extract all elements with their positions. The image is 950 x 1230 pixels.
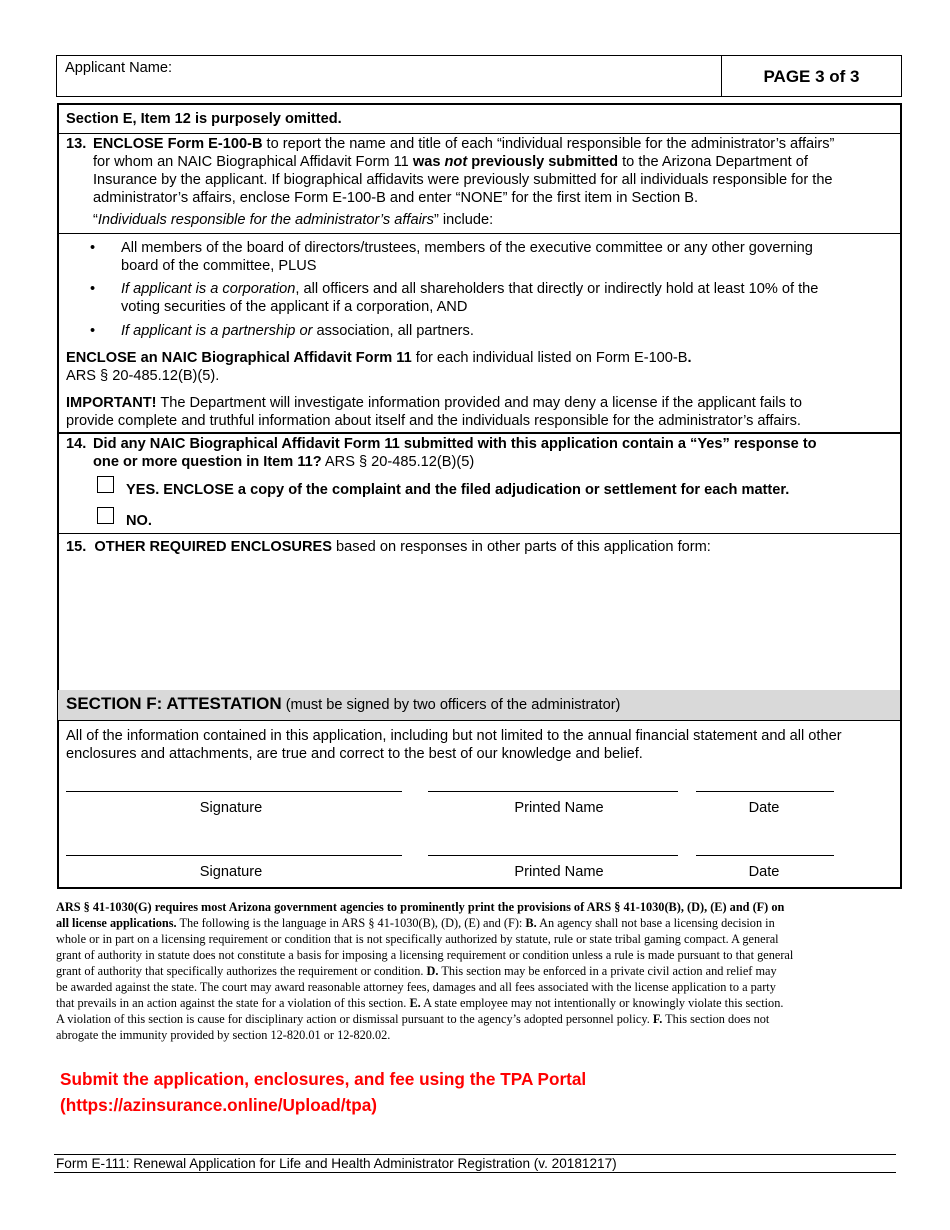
printed-name-line-2[interactable] [428, 855, 678, 856]
section-f-title: SECTION F: ATTESTATION (must be signed by two officers of the administrator) [66, 694, 621, 713]
signature-label-2: Signature [199, 864, 263, 880]
item-13-line3: Insurance by the applicant. If biographical affidavits were previously submitted for all individuals responsible for the [93, 172, 833, 188]
bullet-1-line1: All members of the board of directors/trustees, members of the executive committee or any other governing [121, 240, 813, 256]
printed-name-line-1[interactable] [428, 791, 678, 792]
divider [58, 133, 900, 134]
applicant-name-label: Applicant Name: [65, 60, 173, 76]
item-13-include: “Individuals responsible for the administrator’s affairs” include: [93, 212, 494, 228]
bullet-dot: • [90, 323, 96, 339]
item-14-line2: one or more question in Item 11? ARS § 20-485.12(B)(5) [93, 454, 475, 470]
yes-label: YES. ENCLOSE a copy of the complaint and the filed adjudication or settlement for each matter. [126, 482, 790, 498]
statute-line9: abrogate the immunity provided by section 12-820.01 or 12-820.02. [56, 1028, 391, 1042]
item-13-line2: for whom an NAIC Biographical Affidavit Form 11 was not previously submitted to the Arizona Department of [93, 154, 808, 170]
date-line-2[interactable] [696, 855, 834, 856]
signature-label-1: Signature [199, 800, 263, 816]
attestation-line1: All of the information contained in this application, including but not limited to the annual financial statement and all other [66, 728, 842, 744]
bullet-2-line1: If applicant is a corporation, all officers and all shareholders that directly or indirectly hold at least 10% of the [121, 281, 819, 297]
statute-line4: grant of authority in statute does not constitute a basis for imposing a licensing requirement or condition unless a rule is made pursuant to that general [56, 948, 794, 962]
divider [58, 432, 900, 434]
enclose-ars-ref: ARS § 20-485.12(B)(5). [66, 368, 220, 384]
printed-name-label-1: Printed Name [514, 800, 604, 816]
item-13-line1: ENCLOSE Form E-100-B to report the name and title of each “individual responsible for the administrator’s affairs” [93, 136, 835, 152]
bullet-3-line1: If applicant is a partnership or association, all partners. [121, 323, 474, 339]
divider [58, 533, 900, 534]
statute-line6: be awarded against the state. The court may award reasonable attorney fees, damages and all fees associated with the license application to a party [56, 980, 776, 994]
bullet-dot: • [90, 240, 96, 256]
date-label-1: Date [748, 800, 780, 816]
signature-line-1[interactable] [66, 791, 402, 792]
statute-line7: that prevails in an action against the state for a violation of this section. E. A state employee may not intentionally or knowingly violate this section. [56, 996, 784, 1010]
footer-divider-bottom [54, 1172, 896, 1173]
printed-name-label-2: Printed Name [514, 864, 604, 880]
statute-line5: grant of authority that specifically authorizes the requirement or condition. D. This section may be enforced in a private civil action and relief may [56, 964, 777, 978]
statute-line1: ARS § 41-1030(G) requires most Arizona government agencies to prominently print the provisions of ARS § 41-1030(B), (D), (E) and (F) on [56, 900, 785, 914]
bullet-dot: • [90, 281, 96, 297]
important-line2: provide complete and truthful information about itself and the individuals responsible for the administrator’s affairs. [66, 413, 801, 429]
date-line-1[interactable] [696, 791, 834, 792]
item-14-number: 14. [66, 436, 87, 452]
form-footer: Form E-111: Renewal Application for Life and Health Administrator Registration (v. 20181217) [56, 1156, 617, 1171]
item-14-line1: Did any NAIC Biographical Affidavit Form 11 submitted with this application contain a “Yes” response to [93, 436, 817, 452]
important-line1: IMPORTANT! The Department will investigate information provided and may deny a license if the applicant fails to [66, 395, 802, 411]
item-12-text: Section E, Item 12 is purposely omitted. [66, 111, 342, 127]
item-13-number: 13. [66, 136, 87, 152]
statute-line8: A violation of this section is cause for disciplinary action or dismissal pursuant to the agency’s adopted personnel policy. F. This section does not [56, 1012, 770, 1026]
yes-checkbox[interactable] [97, 476, 114, 493]
statute-line2: all license applications. The following is the language in ARS § 41-1030(B), (D), (E) and (F): B. An agency shall not base a licensing decision in [56, 916, 775, 930]
item-15-text: 15. OTHER REQUIRED ENCLOSURES based on responses in other parts of this application form: [66, 539, 711, 555]
applicant-header-box [56, 55, 902, 97]
bullet-1-line2: board of the committee, PLUS [121, 258, 317, 274]
date-label-2: Date [748, 864, 780, 880]
enclose-affidavit-text: ENCLOSE an NAIC Biographical Affidavit Form 11 for each individual listed on Form E-100-B. [66, 350, 692, 366]
no-checkbox[interactable] [97, 507, 114, 524]
portal-link[interactable]: (https://azinsurance.online/Upload/tpa) [60, 1095, 378, 1115]
item-13-line4: administrator’s affairs, enclose Form E-100-B and enter “NONE” for the first item in Section B. [93, 190, 699, 206]
signature-line-2[interactable] [66, 855, 402, 856]
bullet-2-line2: voting securities of the applicant if a corporation, AND [121, 299, 468, 315]
submit-instruction: Submit the application, enclosures, and fee using the TPA Portal [60, 1069, 587, 1089]
page-number: PAGE 3 of 3 [721, 56, 901, 96]
divider [58, 233, 900, 234]
other-enclosures-area[interactable] [66, 560, 892, 685]
attestation-line2: enclosures and attachments, are true and correct to the best of our knowledge and belief. [66, 746, 643, 762]
statute-line3: whole or in part on a licensing requirement or condition that is not specifically authorized by statute, rule or state tribal gaming compact. A general [56, 932, 779, 946]
divider [58, 720, 900, 721]
no-label: NO. [126, 513, 152, 529]
